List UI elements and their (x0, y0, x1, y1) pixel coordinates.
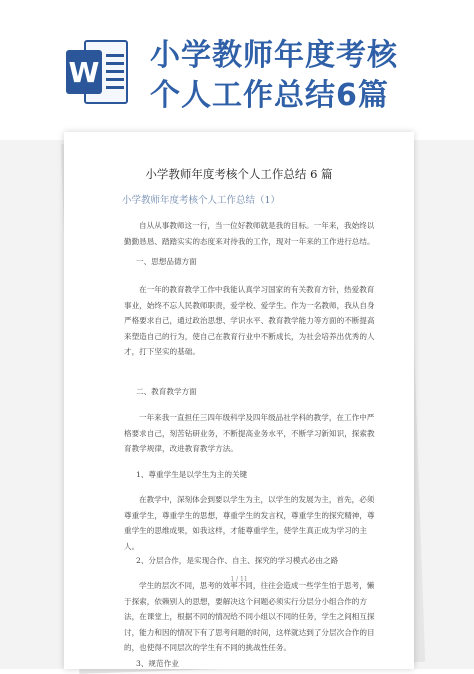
doc-line (106, 70, 124, 73)
paragraph-ethics: 在一年的教育教学工作中我能认真学习国家的有关教育方针，热爱教育事业，始终不忘人民教师职责，爱学校、爱学生。作为一名教师，我从自身严格要求自己，通过政治思想、学识水平、教育教学能力等方面的不断提高来塑造自己的行为，使自己在教育行业中不断成长，为社会培养出优秀的人才，打下坚实的基础。 (124, 285, 375, 357)
paragraph-respect: 在教学中，深刻体会到要以学生为主，以学生的发展为主，首先，必须尊重学生，尊重学生的思想，尊重学生的发言权，尊重学生的探究精神，尊重学生的思维成果，如我这样，才能尊重学生，使学生真正成为学习的主人。 (124, 495, 375, 551)
section-heading: 二、教育教学方面 (136, 387, 197, 396)
header-banner (0, 0, 474, 140)
doc-line (106, 78, 124, 81)
document-subtitle: 小学教师年度考核个人工作总结（1） (122, 195, 281, 206)
paragraph-teaching: 一年来我一直担任三四年级科学及四年级品社学科的教学，在工作中严格要求自己，刻苦钻研业务，不断提高业务水平，不断学习新知识，探索教育教学规律，改进教育教学方法。 (124, 413, 375, 454)
banner-title-line-2: 个人工作总结6篇 (150, 78, 389, 113)
word-badge: W (66, 50, 102, 94)
section-heading: 2、分层合作，是实现合作、自主、探究的学习模式必由之路 (136, 556, 339, 565)
document-page-lower (64, 132, 414, 669)
section-heading: 3、规范作业 (136, 659, 179, 668)
banner-title-line-1: 小学教师年度考核 (150, 38, 398, 73)
paragraph-intro: 自从从事教师这一行，当一位好教师就是我的目标。一年来，我始终以勤勤恳恳、踏踏实实的态度来对待我的工作，现对一年来的工作进行总结。 (124, 221, 375, 246)
document-title: 小学教师年度考核个人工作总结 6 篇 (145, 167, 333, 181)
doc-line (106, 86, 124, 89)
word-doc-icon (66, 40, 128, 104)
section-heading: 一、思想品德方面 (136, 257, 197, 266)
doc-line (106, 62, 124, 65)
page-number: 1 / 11 (230, 576, 248, 583)
doc-line (106, 54, 124, 57)
section-heading: 1、尊重学生是以学生为主的关键 (136, 470, 248, 479)
paragraph-layered: 学生的层次不同，思考的效率不同，往往会造成一些学生怕于思考，懒于探索，依赖别人的思想，要解决这个问题必须实行分层分小组合作的方法，在课堂上，根据不同的情况给不同小组以不同的任务，学生之间相互探讨，能力和因的情况下有了思考问题的时间，这样就达到了分层次合作的目的，也使得不同层次的学生有不同的挑战性任务。 (124, 581, 375, 653)
